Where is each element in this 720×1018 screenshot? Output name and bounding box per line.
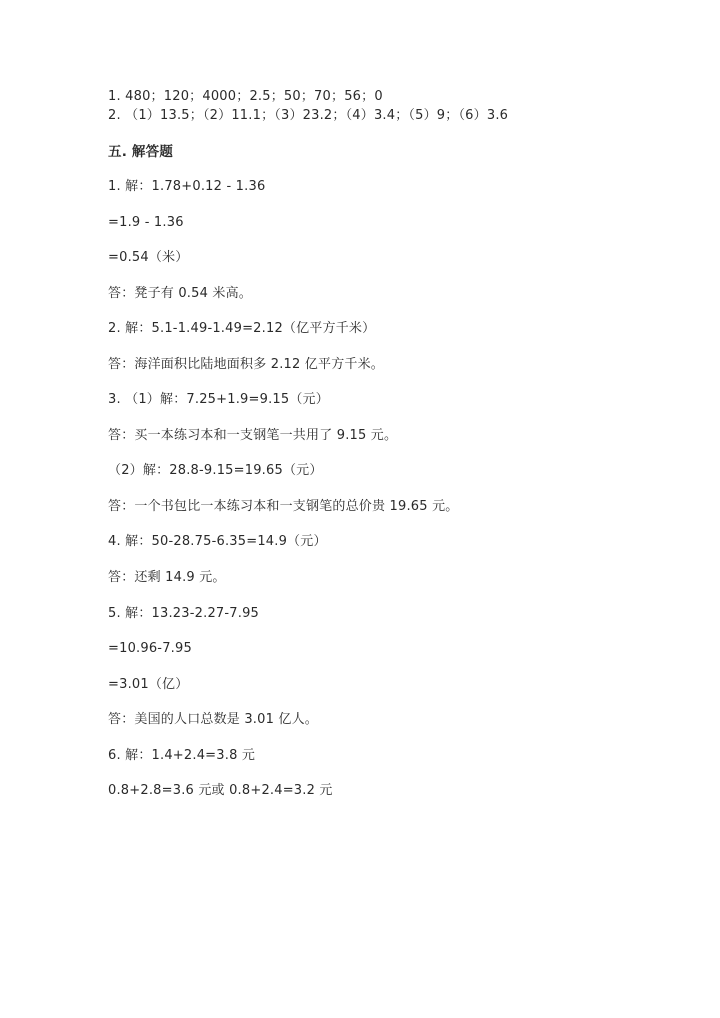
solution-line: （2）解：28.8-9.15=19.65（元） xyxy=(108,463,323,478)
solution-line: 4. 解：50-28.75-6.35=14.9（元） xyxy=(108,534,327,549)
solution-line: =10.96-7.95 xyxy=(108,641,192,656)
solution-line: 5. 解：13.23-2.27-7.95 xyxy=(108,606,260,621)
solution-line: 答：凳子有 0.54 米高。 xyxy=(108,286,253,301)
answer-line-1: 1. 480；120；4000；2.5；50；70；56；0 xyxy=(108,89,383,104)
solution-line: 1. 解：1.78+0.12 - 1.36 xyxy=(108,179,266,194)
solution-line: =1.9 - 1.36 xyxy=(108,215,184,230)
solution-line: 0.8+2.8=3.6 元或 0.8+2.4=3.2 元 xyxy=(108,783,333,798)
solution-line: 答：一个书包比一本练习本和一支钢笔的总价贵 19.65 元。 xyxy=(108,499,459,514)
solution-line: =0.54（米） xyxy=(108,250,189,265)
answer-line-2: 2. （1）13.5；（2）11.1；（3）23.2；（4）3.4；（5）9；（6）3.6 xyxy=(108,108,509,123)
solution-line: 2. 解：5.1-1.49-1.49=2.12（亿平方千米） xyxy=(108,321,376,336)
solution-line: 答：还剩 14.9 元。 xyxy=(108,570,226,585)
section-title: 五. 解答题 xyxy=(108,144,174,160)
solution-line: 6. 解：1.4+2.4=3.8 元 xyxy=(108,748,256,763)
solution-line: 答：美国的人口总数是 3.01 亿人。 xyxy=(108,712,319,727)
solution-line: 答：买一本练习本和一支钢笔一共用了 9.15 元。 xyxy=(108,428,398,443)
solution-line: 答：海洋面积比陆地面积多 2.12 亿平方千米。 xyxy=(108,357,385,372)
solution-line: =3.01（亿） xyxy=(108,677,189,692)
solution-line: 3. （1）解：7.25+1.9=9.15（元） xyxy=(108,392,329,407)
